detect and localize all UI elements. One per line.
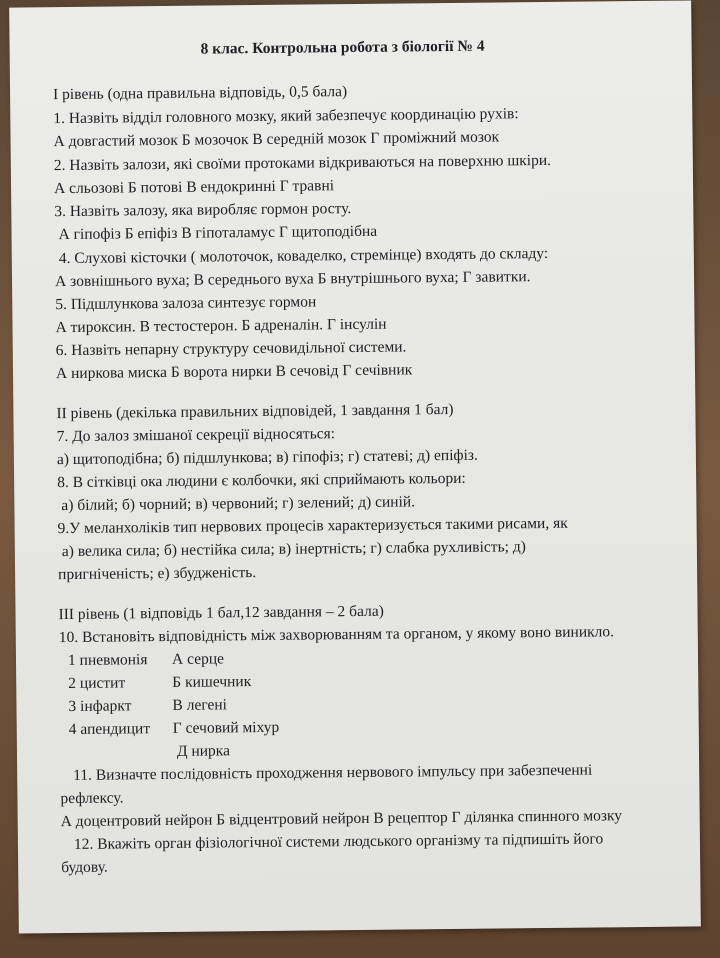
answers-3: А гіпофіз Б епіфіз В гіпоталамус Г щитоподібна [58, 222, 378, 244]
question-2: 2. Назвіть залози, які своїми протоками відкриваються на поверхню шкіри. [53, 151, 552, 175]
question-11-line2: рефлексу. [60, 789, 124, 808]
answers-4: А зовнішнього вуха; В середнього вуха Б внутрішнього вуха; Г завитки. [54, 268, 531, 291]
question-8: 8. В сітківці ока людини є колбочки, які сприймають кольори: [57, 469, 466, 492]
question-12-line1: 12. Вкажіть орган фізіологічної системи людського організму та підпишіть його [73, 830, 604, 853]
match-right-c: В легені [172, 696, 228, 714]
answers-11: А доцентровий нейрон Б відцентровий нейрон В рецептор Г ділянка спинного мозку [60, 807, 623, 831]
match-right-b: Б кишечник [172, 673, 252, 691]
answers-5: А тироксин. В тестостерон. Б адреналін. Г інсулін [55, 315, 387, 337]
question-3: 3. Назвіть залозу, яка виробляє гормон росту. [54, 200, 352, 221]
question-4: 4. Слухові кісточки ( молоточок, коваделко, стремінце) входять до складу: [58, 244, 549, 268]
match-left-1: 1 пневмонія [67, 651, 148, 670]
question-6: 6. Назвіть непарну структуру сечовидільної системи. [55, 338, 407, 360]
match-right-a: А серце [171, 650, 225, 668]
match-right-e: Д нирка [176, 742, 231, 760]
answers-2: А сльозові Б потові В ендокринні Г травні [53, 177, 335, 198]
answers-1: А довгастий мозок Б мозочок В середній мозок Г проміжний мозок [53, 128, 500, 151]
question-9: 9.У меланхоліків тип нервових процесів характеризується такими рисами, як [57, 514, 568, 538]
match-left-3: 3 інфаркт [68, 697, 132, 716]
match-left-2: 2 цистит [68, 674, 126, 693]
question-7: 7. До залоз змішаної секреції відносяться: [56, 425, 336, 446]
page-title: 8 клас. Контрольна робота з біології № 4 [200, 37, 485, 58]
question-10: 10. Встановіть відповідність між захворюванням та органом, у якому воно виникло. [58, 623, 615, 647]
answers-7: а) щитоподібна; б) підшлункова; в) гіпофіз; г) статеві; д) епіфіз. [56, 446, 478, 469]
question-5: 5. Підшлункова залоза синтезує гормон [55, 293, 317, 314]
question-11-line1: 11. Визначте послідовність проходження нервового імпульсу при забезпеченні [73, 761, 593, 784]
match-left-4: 4 апендицит [68, 720, 151, 739]
answers-9-line1: а) велика сила; б) нестійка сила; в) інертність; г) слабка рухливість; д) [61, 538, 526, 561]
level1-heading: І рівень (одна правильна відповідь, 0,5 бала) [52, 83, 348, 104]
level3-heading: ІІІ рівень (1 відповідь 1 бал,12 завдання – 2 бала) [58, 602, 384, 624]
answers-9-line2: пригніченість; е) збудженість. [58, 564, 257, 584]
worksheet-page [9, 0, 701, 933]
answers-6: А ниркова миска Б ворота нирки В сечовід Г сечівник [55, 361, 413, 383]
match-right-d: Г сечовий міхур [172, 718, 280, 737]
question-1: 1. Назвіть відділ головного мозку, який забезпечує координацію рухів: [53, 105, 519, 128]
answers-8: а) білий; б) чорний; в) червоний; г) зелений; д) синій. [61, 493, 416, 515]
level2-heading: ІІ рівень (декілька правильних відповідей, 1 завдання 1 бал) [56, 400, 454, 423]
question-12-line2: будову. [61, 858, 108, 877]
